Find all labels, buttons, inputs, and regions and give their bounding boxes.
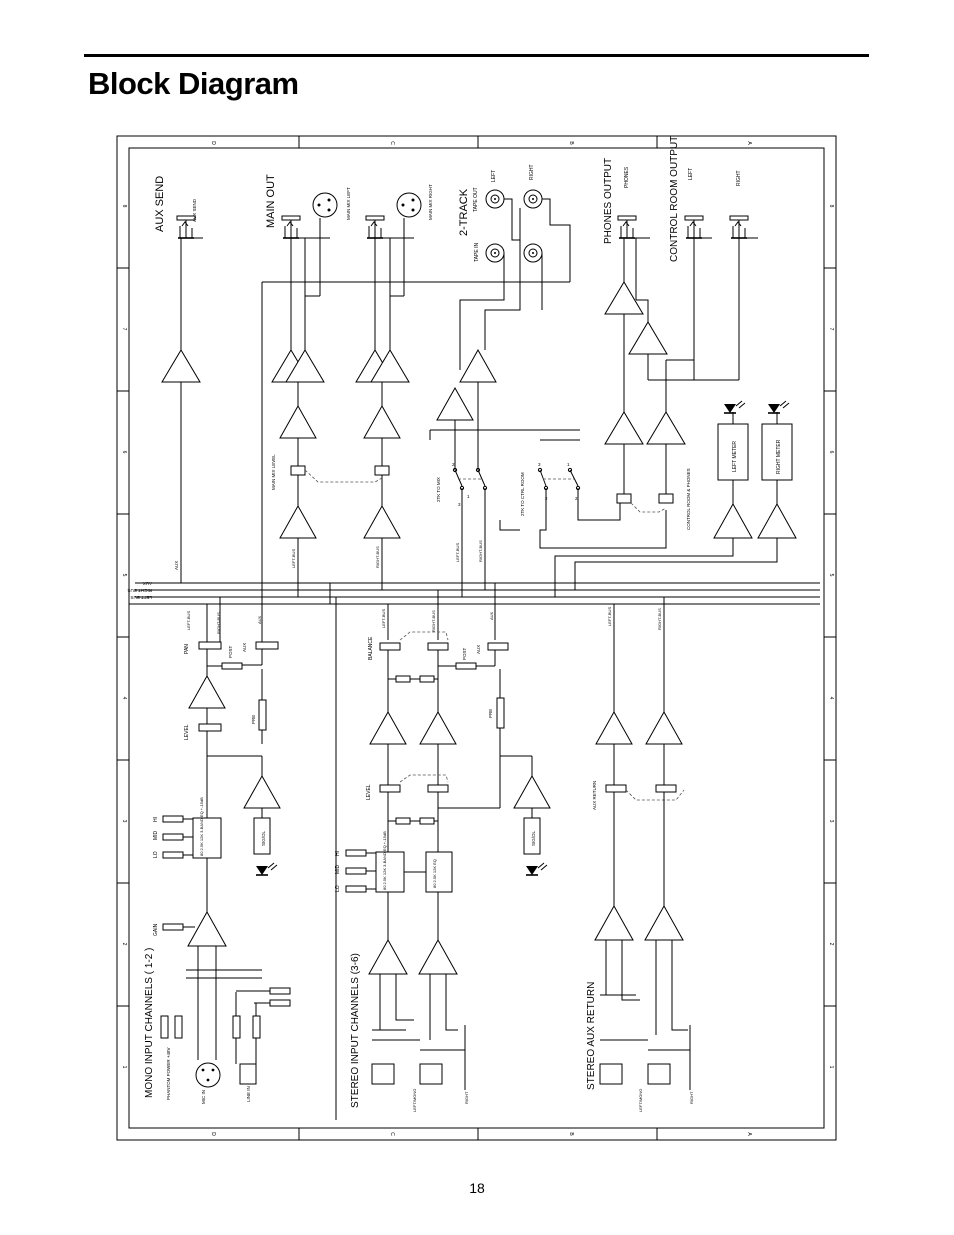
phantom-power-label: PHANTOM POWER +48V [166,1047,171,1100]
phones-control-room-section [555,136,796,597]
bus-label-aux: AUX [142,581,152,586]
stereo-input-title: STEREO INPUT CHANNELS (3-6) [350,953,361,1108]
left-meter-label: LEFT METER [732,440,738,472]
mono-right-bus-label: RIGHT-BUS [216,612,221,634]
tape-right-buffer [460,350,496,382]
switch-pin: 1 [467,494,470,499]
cr-level-fader-right [659,494,673,503]
frame-row-label: 2 [828,942,834,946]
aux-bus-tap-label: AUX [174,560,179,570]
stereo-aux-pot [488,643,508,650]
left-meter-led [724,401,745,413]
frame-col-label: D [210,141,216,145]
mono-level-amp [189,676,225,708]
balance-pot-left [380,643,400,650]
frame-row-label: 4 [828,696,834,700]
stereo-input-amp-left [369,940,407,974]
mic-in-label: MIC IN [201,1090,206,1104]
frame-row-label: 4 [121,696,127,700]
post-resistor [222,663,242,669]
stereo-sig-ol-amp [514,776,550,808]
stereo-post-label: POST [462,647,467,660]
mono-mid-pot [163,834,183,840]
phantom-resistor [161,1016,168,1038]
stereo-aux-return-section [586,597,694,1112]
cr-right-label: RIGHT [736,170,742,186]
frame-col-label: B [568,141,574,145]
stereo-mix-resistor [420,818,434,824]
bus-label-left: LEFT-BUS [130,595,152,600]
pan-label: PAN [184,644,190,654]
tape-in-right-rca [524,244,542,262]
stereo-input-amp-right [419,940,457,974]
mono-hi-label: HI [153,817,159,822]
mono-gain-amp [188,912,226,946]
mono-level-fader [199,724,221,731]
tk-to-ctrl-room-label: 2TK TO CTRL ROOM [520,472,525,516]
stereo-lo-label: LO [335,885,341,892]
mono-aux-label: AUX [257,615,262,624]
switch-pin: 1 [567,462,570,467]
stereo-sig-ol-led [526,863,547,875]
frame-row-label: 7 [121,327,127,331]
aux-return-right-jack [648,1064,670,1084]
stereo-mid-label: MID [335,864,341,874]
mono-level-label: LEVEL [184,724,190,740]
frame-row-label: 1 [828,1065,834,1069]
tape-out-left-rca [486,190,504,208]
aux-send-jack-label: AUX SEND [192,198,197,222]
stereo-left-bus-label: LEFT-BUS [381,608,386,628]
page-title: Block Diagram [88,66,299,101]
aux-return-right-bus-label: RIGHT-BUS [657,608,662,630]
two-track-title: 2-TRACK [458,188,470,236]
line-pad-resistor [270,988,290,994]
mono-input-title: MONO INPUT CHANNELS ( 1-2 ) [144,947,155,1098]
stereo-input-section [335,583,550,1112]
stereo-left-jack [372,1064,394,1084]
switch-pin: 2 [545,496,548,501]
left-meter-amp [714,504,752,538]
main-left-xlr [313,193,337,217]
frame-row-label: 2 [121,942,127,946]
frame-row-label: 6 [828,450,834,454]
stereo-eq-label: 80 2.5K 12K 3-BAND EQ +-15dB [382,831,387,890]
stereo-sum-resistor [396,676,410,682]
phones-output-title: PHONES OUTPUT [603,157,614,244]
stereo-right-bus-label: RIGHT-BUS [431,610,436,632]
right-meter-amp [758,504,796,538]
aux-return-amp-right [646,712,682,744]
frame-row-label: 5 [121,573,127,577]
pre-resistor [259,700,266,730]
frame-col-label: B [568,1132,574,1136]
stereo-eq2-label: 80 2.5K 12K EQ [432,859,437,888]
aux-return-right-jack-label: RIGHT [689,1091,694,1104]
aux-return-left-bus-label: LEFT-BUS [607,606,612,626]
mono-pre-label: PRE [251,714,256,724]
main-out-title: MAIN OUT [265,174,277,228]
aux-return-left-jack [600,1064,622,1084]
main-out-section [262,174,570,597]
stereo-level-amp-left [370,712,406,744]
tape-left-buffer [437,388,473,420]
mono-lo-pot [163,852,183,858]
page-number: 18 [469,1180,485,1196]
aux-return-amp-left [596,712,632,744]
stereo-post-resistor [456,663,476,669]
mono-sig-ol-led [256,863,277,875]
stereo-level-label: LEVEL [366,784,372,800]
stereo-eq-block-2 [426,852,452,892]
mono-aux-knob-label: AUX [242,642,247,652]
main-right-jack [366,216,384,238]
mic-in-xlr [196,1063,220,1087]
gain-label: GAIN [153,923,159,936]
main-mix-level-fader-right [375,466,389,475]
aux-return-fader-right [656,785,676,792]
bus-label-right: RIGHT-BUS [127,588,152,593]
control-room-output-title: CONTROL ROOM OUTPUT [669,135,680,262]
stereo-aux-knob-label: AUX [476,644,481,654]
mono-sig-ol-label: SIG/OL [261,830,266,846]
tape-right-bus-label: RIGHT-BUS [478,540,483,562]
switch-pin: 2 [452,462,455,467]
frame-col-label: C [389,141,395,145]
balance-pot-right [428,643,448,650]
tk-to-mix-label: 2TK TO MIX [436,477,441,502]
main-mix-left-label: MAIN MIX LEFT [346,187,351,220]
balance-label: BALANCE [368,636,374,660]
stereo-pre-resistor [497,698,504,728]
frame-row-label: 1 [121,1065,127,1069]
frame-row-label: 8 [121,204,127,208]
diagram-frame [117,136,836,1140]
right-bus-label: RIGHT-BUS [375,546,380,568]
mono-left-bus-label: LEFT-BUS [186,610,191,630]
frame-row-label: 8 [828,204,834,208]
tape-out-label: TAPE OUT [473,187,479,212]
stereo-aux-return-title: STEREO AUX RETURN [586,981,597,1090]
switch-pin: 3 [458,502,461,507]
stereo-right-jack [420,1064,442,1084]
tape-in-label: TAPE IN [474,242,480,262]
left-label: LEFT [491,169,497,182]
frame-row-label: 6 [121,450,127,454]
frame-col-label: A [746,1132,752,1136]
phantom-resistor [175,1016,182,1038]
aux-send-amp [162,350,200,382]
stereo-left-mono-label: LEFT/MONO [412,1088,417,1112]
frame-col-label: A [746,141,752,145]
frame-col-label: C [389,1132,395,1136]
phones-jack [618,216,636,238]
stereo-hi-label: HI [335,851,341,856]
right-meter-label: RIGHT METER [776,439,782,474]
switch-pin: 3 [538,462,541,467]
phones-amp-right [629,322,667,354]
stereo-level-fader-left [380,785,400,792]
main-right-sum-amp [364,506,400,538]
stereo-aux-label: AUX [489,611,494,620]
main-right-driver [364,406,400,438]
line-pad-resistor [270,1000,290,1006]
summing-buses [127,581,820,1120]
cr-right-jack [730,216,748,238]
pan-pot [199,642,221,649]
main-right-xlr [397,193,421,217]
stereo-sum-resistor [420,676,434,682]
frame-col-label: D [210,1132,216,1136]
aux-return-input-amp-left [595,906,633,940]
stereo-level-fader-right [428,785,448,792]
phones-label: PHONES [624,166,630,188]
main-left-driver [280,406,316,438]
line-resistor [233,1016,240,1038]
mono-post-label: POST [228,645,233,658]
stereo-pre-label: PRE [488,708,493,718]
mono-eq-label: 80 2.5K 12K 3-BAND EQ +-15dB [199,797,204,856]
main-mix-right-label: MAIN MIX RIGHT [428,184,433,220]
control-room-phones-label: CONTROL ROOM & PHONES [686,468,691,530]
tape-out-right-rca [524,190,542,208]
main-mix-level-fader-left [291,466,305,475]
aux-send-section [154,176,203,583]
two-track-section [430,164,666,597]
frame-row-label: 3 [121,819,127,823]
cr-amp-left [605,412,643,444]
aux-return-input-amp-right [645,906,683,940]
aux-return-label: AUX RETURN [592,780,597,810]
stereo-mid-pot [346,868,366,874]
cr-left-jack [685,216,703,238]
mono-aux-pot [256,642,278,649]
aux-send-title: AUX SEND [154,175,166,232]
right-meter-led [768,401,789,413]
tape-left-bus-label: LEFT-BUS [455,542,460,562]
mono-lo-label: LO [153,851,159,858]
main-mix-level-label: MAIN MIX LEVEL [271,454,276,490]
stereo-level-amp-right [420,712,456,744]
frame-row-label: 5 [828,573,834,577]
cr-level-fader-left [617,494,631,503]
stereo-right-jack-label: RIGHT [464,1091,469,1104]
stereo-hi-pot [346,850,366,856]
aux-return-left-mono-label: LEFT/MONO [638,1088,643,1112]
mono-mid-label: MID [153,830,159,840]
stereo-sig-ol-label: SIG/OL [531,830,536,846]
line-in-label: LINE IN [246,1086,251,1102]
cr-amp-right [647,412,685,444]
left-bus-label: LEFT-BUS [291,548,296,568]
phones-amp-left [605,282,643,314]
cr-left-label: LEFT [688,167,694,180]
mono-hi-pot [163,816,183,822]
stereo-eq-block [376,852,404,892]
tk-to-ctrl-room-switch [538,462,580,501]
mono-input-section [144,583,290,1104]
frame-row-label: 7 [828,327,834,331]
right-label: RIGHT [529,164,535,180]
stereo-mix-resistor [396,818,410,824]
main-left-jack [282,216,300,238]
mono-sig-ol-amp [244,776,280,808]
tape-in-left-rca [486,244,504,262]
line-resistor [253,1016,260,1038]
main-left-sum-amp [280,506,316,538]
stereo-lo-pot [346,886,366,892]
tk-to-mix-switch [452,462,487,507]
aux-return-fader-left [606,785,626,792]
line-in-jack [240,1064,256,1084]
gain-pot [163,924,183,930]
switch-pin: 2 [575,496,578,501]
frame-row-label: 3 [828,819,834,823]
mono-eq-block [193,818,221,858]
